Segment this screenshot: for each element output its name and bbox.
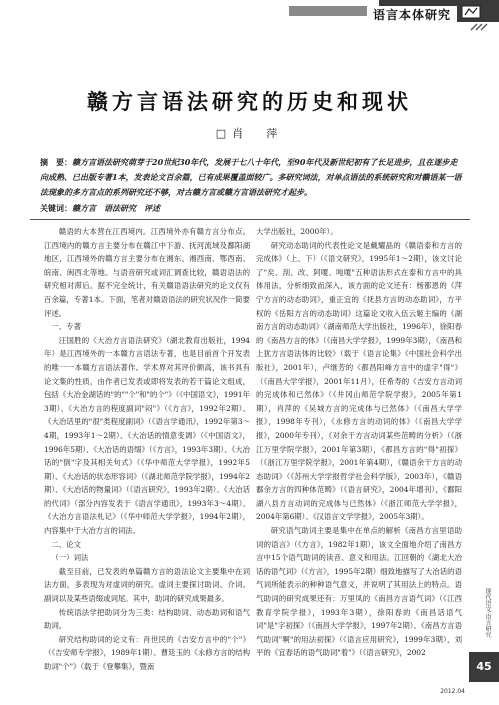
left-column [44,225,250,674]
keywords-text: 赣方言 语法研究 评述 [72,203,160,213]
body-paragraph: 研究结构助词的论文有：肖世民的《吉安方言中的"个"》（《吉安师专学报》，1989年1期）、曹廷玉的《永修方言的结构助词"个"》（载于《登攀集》，暨南 [44,634,250,671]
abstract-text: 赣方言语法研究萌芽于20世纪30年代，发展于七八十年代，至90年代及新世纪初有了长足进步，且在逐步走向成熟、已出版专著1本，发表论文百余篇，已有成果覆盖面较广。多研究词法，对单点语法的系统研究和对赣语某一语法现象的多方言点的系列研究还不够，对古赣方言或赣方言语法研究才起步。 [40,157,462,197]
body-paragraph: 研究语气助词主要是集中在单点的解析《南昌方言里语助词的语言》（《方言》，1982年1期），该文全面地介绍了南昌方言中15个语气助词的读音、意义和用法。江回朝的《湖北大冶话的语气词》（《方言》，1995年2期）细致地描写了大冶话的语气词所能表示的种种语气意义，并说明了其用法上的特点。语气助词的研究成果还有：万里凤的《南昌方言语气词》（《江西教育学院学报》，1993年3期），徐阳春的《南昌话语气词"是"字初探》（《南昌大学学报》，1997年2期）、《南昌方言语气助词"啊"的用法初探》（《语言应用研究》，1999年3期），刘平的《宜春话的语气助词"着"》（《语言研究》，2002 [256,526,462,658]
body-paragraph: 汪国胜的《大冶方言语法研究》（湖北教育出版社，1994年）是江西境外的一本赣方言语法专著，也是目前首个开发表的唯一一本赣方言语法著作。学术界对其评价颇高，该书具有论文集的性质，由作者已发表或即将发表的若干篇论文组成，包括《大冶金湖话的"的""个"和"的个"》（《中国语文》，1991年3期）、《大冶方言的程度副词"闷"》（《方言》，1992年2期）、《大冶话里的"很"类程度副词》（《语言学通讯》，1992年第3～4期，1993年1～2期）、《大冶话的情意变调》（《中国语文》，1996年5期）、《大冶话的语缀》（《方言》，1993年3期）、《大冶话的"倒"字及其相关句式》（《华中师范大学学报》，1992年5期）、《大冶话的状态形容词》（《湖北师范学院学报》，1994年2期）、《大冶话的物量词》（《语言研究》，1993年2期）、《大冶话的代词》（部分内容发表于《语言学通讯》，1993年3～4期）、《大冶方言语法札记》（《华中师范大学学报》，1994年2期），内容集中于大冶方言的词法。 [44,335,250,536]
section-title: 语言本体研究 [367,6,457,24]
body-paragraph: 研究动态助词的代表性论文是戴耀晶的《赣语泰和方言的完成体》（上、下）（《语文研究》，1995年1～2期），该文讨论了"矣、刮、改、阿嗄、吨嗄"五种语法形式在泰和方言中的具体用法，分析细致而深入，该方面的论文还有：杨都恩的《萍宁方言的动态助词》，重正宜的《抚县方言的动态助词》，方平权的《岳阳方言的动态助词》这篇论文收入伍云姬主编的《湖南方言的动态助词》（湖南师范大学出版社，1996年），徐阳春的《南昌方言的体》（《南昌大学学报》，1999年3期），《南昌和上犹方言语法体的比较》（载于《语言论集》《中国社会科学出版社》，2001年），卢继芳的《都昌阳峰方言中的虚字"得"》（《南昌大学学报》，2001年11月），任希寿的《吉安方言动词的完成体和已然体》（《井冈山师范学院学报》，2005年第1期），肖萍的《吴城方言的完成体与已然体》（《南昌大学学报》，1998年专刊），《永修方言的动词的体》（《南昌大学学报》，2000年专刊），《对余干方言动词某些范畴的分析》（《浙江万里学院学报》，2001年第3期），《都昌方言的"得"初探》（《浙江万里学院学报》，2001年第4期），《赣语余干方言的动态助词》（《苏州大学学报哲学社会科学版》，2003年），《赣语鄱余方言的四种体范畴》（《语言研究》，2004年增刊），《鄱阳湖八县方言动词的完成体与已然体》（《浙江师范大学学报》，2004年第6期）、《汉语言文学学报》，2005年3期）。 [256,240,462,522]
keywords [40,201,464,216]
subsection-heading: （一）词法 [51,553,89,563]
ornament-icon [461,5,481,19]
body-paragraph: 大学出版社，2000年）。 [256,227,338,236]
body-paragraph: 传统语法学把助词分为三类：结构助词、动态助词和语气助词。 [44,607,250,631]
issue-date: 2012.04 [440,688,465,695]
slash-decoration-icon [469,23,491,31]
body-paragraph: 截至目前，已发表的单篇赣方言的语法论文主要集中在词法方面，多表现为对虚词的研究。虚词主要探讨助词、介词、副词以及某些语缀或词尾。其中，助词的研究成果最多。 [44,566,250,604]
article-author: □肖 萍 [215,127,284,140]
body-paragraph: 赣语的大本营在江西境内。江西境外亦有赣方言分布点。江西境内的赣方言主要分布在赣江中下游、抚河流域及鄱阳湖地区，江西境外的赣方言主要分布在湘东、湘西南、鄂西南、皖南、闽西北等地。与语音研究或词汇调查比较，赣语语法的研究相对滞后。据不完全统计，有关赣语语法研究的论文仅有百余篇，专著1本。下面，笔者对赣语语法的研究状况作一简要评述。 [44,227,250,318]
page-number: 45 [469,652,499,682]
section-heading: 二、论文 [51,539,81,549]
header-band [0,0,499,30]
section-heading: 一、专著 [51,322,81,332]
header-band-stripe [289,6,379,16]
journal-side-label: 现代语文·语言研究 [484,588,491,638]
header-divider [30,219,470,220]
right-column [256,225,462,660]
article-title: 赣方言语法研究的历史和现状 [87,89,412,114]
abstract-label: 摘 要： [40,157,72,167]
abstract [40,155,464,200]
keywords-label: 关键词： [40,203,72,213]
